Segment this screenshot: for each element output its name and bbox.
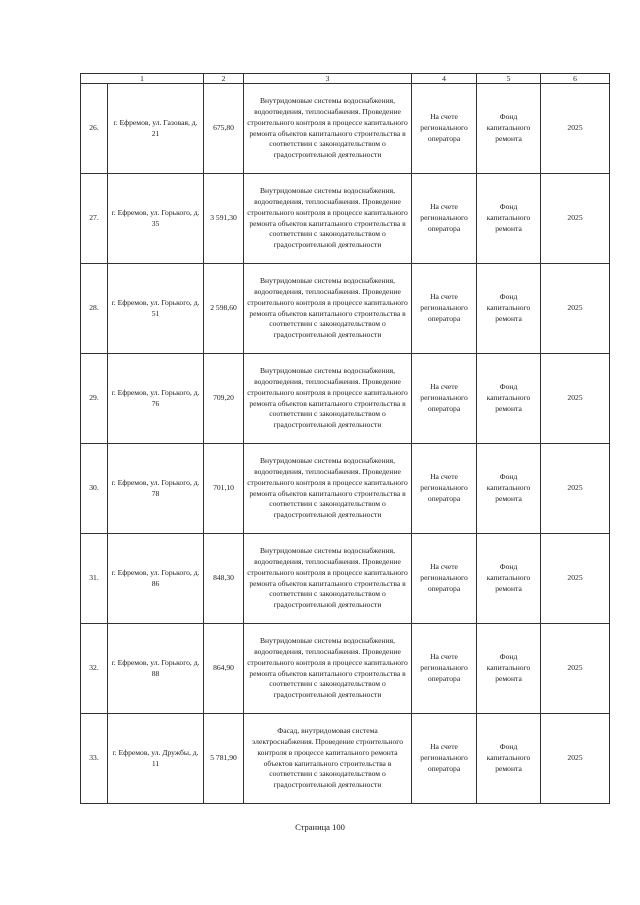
address-cell: г. Ефремов, ул. Горького, д. 35 [108, 174, 204, 264]
column-number: 2 [204, 74, 244, 84]
fund-type-cell: Фонд капитального ремонта [477, 714, 541, 804]
year-cell: 2025 [541, 354, 610, 444]
row-number-cell: 31. [81, 534, 108, 624]
capital-repair-table [80, 73, 610, 804]
table-row [81, 534, 610, 624]
address-cell: г. Ефремов, ул. Горького, д. 88 [108, 624, 204, 714]
page-number: Страница 100 [295, 822, 345, 832]
year-cell: 2025 [541, 174, 610, 264]
address-cell: г. Ефремов, ул. Дружбы, д. 11 [108, 714, 204, 804]
row-number-cell: 33. [81, 714, 108, 804]
works-description-cell: Внутридомовые системы водоснабжения, водоотведения, теплоснабжения. Проведение строительного контроля в процессе капитального ремонта объектов капитального строительства в соответствии с законодательством о градостроительной деятельности [244, 624, 412, 714]
funding-source-cell: На счете регионального оператора [412, 444, 477, 534]
works-description-cell: Внутридомовые системы водоснабжения, водоотведения, теплоснабжения. Проведение строительного контроля в процессе капитального ремонта объектов капитального строительства в соответствии с законодательством о градостроительной деятельности [244, 354, 412, 444]
column-number: 5 [477, 74, 541, 84]
works-description-cell: Внутридомовые системы водоснабжения, водоотведения, теплоснабжения. Проведение строительного контроля в процессе капитального ремонта объектов капитального строительства в соответствии с законодательством о градостроительной деятельности [244, 534, 412, 624]
works-description-cell: Внутридомовые системы водоснабжения, водоотведения, теплоснабжения. Проведение строительного контроля в процессе капитального ремонта объектов капитального строительства в соответствии с законодательством о градостроительной деятельности [244, 264, 412, 354]
table-row [81, 624, 610, 714]
row-number-cell: 28. [81, 264, 108, 354]
fund-type-cell: Фонд капитального ремонта [477, 444, 541, 534]
fund-type-cell: Фонд капитального ремонта [477, 174, 541, 264]
funding-source-cell: На счете регионального оператора [412, 354, 477, 444]
column-number: 6 [541, 74, 610, 84]
funding-source-cell: На счете регионального оператора [412, 174, 477, 264]
address-cell: г. Ефремов, ул. Горького, д. 51 [108, 264, 204, 354]
row-number-cell: 30. [81, 444, 108, 534]
year-cell: 2025 [541, 624, 610, 714]
fund-type-cell: Фонд капитального ремонта [477, 264, 541, 354]
table-row [81, 714, 610, 804]
fund-type-cell: Фонд капитального ремонта [477, 534, 541, 624]
fund-type-cell: Фонд капитального ремонта [477, 84, 541, 174]
works-description-cell: Фасад, внутридомовая система электроснабжения. Проведение строительного контроля в процессе капитального ремонта объектов капитального строительства в соответствии с законодательством о градостроительной деятельности [244, 714, 412, 804]
row-number-cell: 26. [81, 84, 108, 174]
area-cell: 2 598,60 [204, 264, 244, 354]
works-description-cell: Внутридомовые системы водоснабжения, водоотведения, теплоснабжения. Проведение строительного контроля в процессе капитального ремонта объектов капитального строительства в соответствии с законодательством о градостроительной деятельности [244, 174, 412, 264]
funding-source-cell: На счете регионального оператора [412, 534, 477, 624]
area-cell: 5 781,90 [204, 714, 244, 804]
funding-source-cell: На счете регионального оператора [412, 84, 477, 174]
year-cell: 2025 [541, 534, 610, 624]
table-row [81, 354, 610, 444]
fund-type-cell: Фонд капитального ремонта [477, 624, 541, 714]
year-cell: 2025 [541, 714, 610, 804]
column-number: 1 [81, 74, 204, 84]
year-cell: 2025 [541, 444, 610, 534]
address-cell: г. Ефремов, ул. Горького, д. 86 [108, 534, 204, 624]
funding-source-cell: На счете регионального оператора [412, 714, 477, 804]
area-cell: 701,10 [204, 444, 244, 534]
row-number-cell: 27. [81, 174, 108, 264]
row-number-cell: 29. [81, 354, 108, 444]
funding-source-cell: На счете регионального оператора [412, 264, 477, 354]
table-row [81, 84, 610, 174]
fund-type-cell: Фонд капитального ремонта [477, 354, 541, 444]
funding-source-cell: На счете регионального оператора [412, 624, 477, 714]
address-cell: г. Ефремов, ул. Газовая, д. 21 [108, 84, 204, 174]
works-description-cell: Внутридомовые системы водоснабжения, водоотведения, теплоснабжения. Проведение строительного контроля в процессе капитального ремонта объектов капитального строительства в соответствии с законодательством о градостроительной деятельности [244, 84, 412, 174]
area-cell: 848,30 [204, 534, 244, 624]
table-row [81, 264, 610, 354]
row-number-cell: 32. [81, 624, 108, 714]
table-row [81, 174, 610, 264]
column-number: 4 [412, 74, 477, 84]
address-cell: г. Ефремов, ул. Горького, д. 76 [108, 354, 204, 444]
works-description-cell: Внутридомовые системы водоснабжения, водоотведения, теплоснабжения. Проведение строительного контроля в процессе капитального ремонта объектов капитального строительства в соответствии с законодательством о градостроительной деятельности [244, 444, 412, 534]
column-number: 3 [244, 74, 412, 84]
year-cell: 2025 [541, 264, 610, 354]
area-cell: 709,20 [204, 354, 244, 444]
area-cell: 675,80 [204, 84, 244, 174]
year-cell: 2025 [541, 84, 610, 174]
address-cell: г. Ефремов, ул. Горького, д. 78 [108, 444, 204, 534]
column-number-row [81, 74, 610, 84]
area-cell: 864,90 [204, 624, 244, 714]
area-cell: 3 591,30 [204, 174, 244, 264]
table-row [81, 444, 610, 534]
